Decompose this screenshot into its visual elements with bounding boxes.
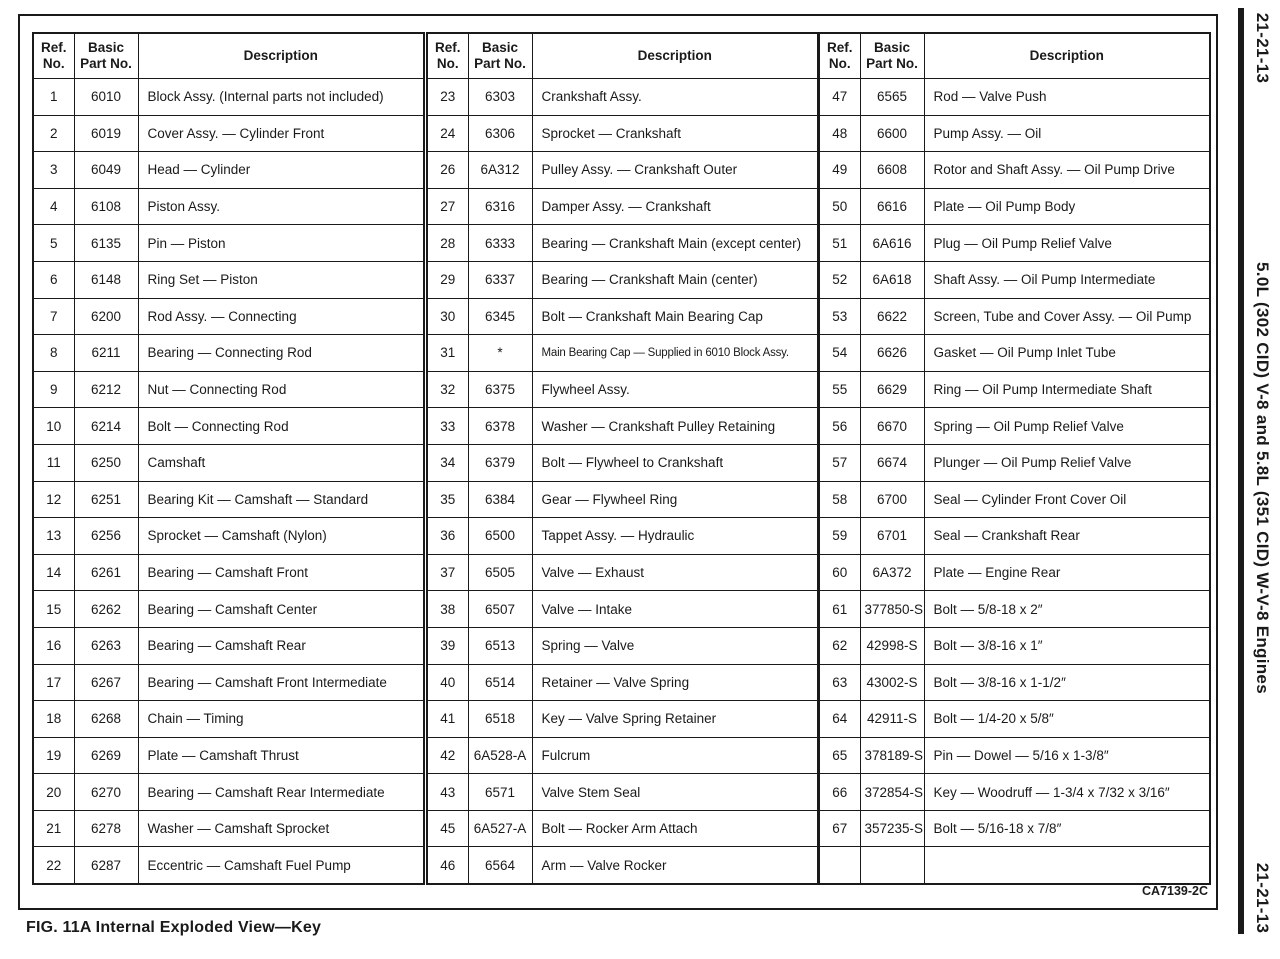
basic-part-number: 42998-S xyxy=(860,627,924,664)
page-number-top: 21-21-13 xyxy=(1253,12,1272,84)
table-row xyxy=(33,371,424,408)
ref-number xyxy=(819,847,860,884)
ref-number: 14 xyxy=(33,554,74,591)
ref-number: 4 xyxy=(33,188,74,225)
basic-part-number: 6211 xyxy=(74,335,138,372)
table-row xyxy=(427,737,818,774)
table-row xyxy=(427,591,818,628)
basic-part-number: 6A528-A xyxy=(468,737,532,774)
ref-number: 43 xyxy=(427,774,468,811)
table-row xyxy=(819,847,1210,884)
description: Flywheel Assy. xyxy=(532,371,818,408)
description: Plate — Oil Pump Body xyxy=(924,188,1210,225)
header-basic-part-no: Basic Part No. xyxy=(860,33,924,79)
ref-number: 1 xyxy=(33,79,74,116)
header-ref-no: Ref. No. xyxy=(819,33,860,79)
description: Spring — Oil Pump Relief Valve xyxy=(924,408,1210,445)
basic-part-number: 6626 xyxy=(860,335,924,372)
basic-part-number: 6379 xyxy=(468,444,532,481)
table-row xyxy=(819,152,1210,189)
header-basic-part-no: Basic Part No. xyxy=(468,33,532,79)
description: Bolt — 3/8-16 x 1-1/2″ xyxy=(924,664,1210,701)
description: Bearing — Connecting Rod xyxy=(138,335,424,372)
description: Valve — Exhaust xyxy=(532,554,818,591)
description: Gasket — Oil Pump Inlet Tube xyxy=(924,335,1210,372)
description: Bearing — Camshaft Rear xyxy=(138,627,424,664)
basic-part-number: 6263 xyxy=(74,627,138,664)
description: Plate — Engine Rear xyxy=(924,554,1210,591)
table-row xyxy=(33,188,424,225)
ref-number: 55 xyxy=(819,371,860,408)
basic-part-number: 6306 xyxy=(468,115,532,152)
ref-number: 40 xyxy=(427,664,468,701)
basic-part-number: 6108 xyxy=(74,188,138,225)
table-row xyxy=(33,737,424,774)
table-row xyxy=(33,591,424,628)
description: Bearing — Camshaft Front xyxy=(138,554,424,591)
table-row xyxy=(427,444,818,481)
figure-caption: FIG. 11A Internal Exploded View—Key xyxy=(26,919,322,936)
table-row xyxy=(427,408,818,445)
description: Tappet Assy. — Hydraulic xyxy=(532,518,818,555)
basic-part-number: 6303 xyxy=(468,79,532,116)
ref-number: 10 xyxy=(33,408,74,445)
basic-part-number: 6670 xyxy=(860,408,924,445)
ref-number: 66 xyxy=(819,774,860,811)
description: Bearing — Camshaft Rear Intermediate xyxy=(138,774,424,811)
description: Seal — Crankshaft Rear xyxy=(924,518,1210,555)
table-row xyxy=(427,188,818,225)
description: Bolt — 5/16-18 x 7/8″ xyxy=(924,810,1210,847)
ref-number: 59 xyxy=(819,518,860,555)
ref-number: 41 xyxy=(427,701,468,738)
ref-number: 36 xyxy=(427,518,468,555)
table-row xyxy=(819,810,1210,847)
description: Bolt — Flywheel to Crankshaft xyxy=(532,444,818,481)
description: Key — Valve Spring Retainer xyxy=(532,701,818,738)
ref-number: 38 xyxy=(427,591,468,628)
ref-number: 15 xyxy=(33,591,74,628)
ref-number: 30 xyxy=(427,298,468,335)
basic-part-number: 6267 xyxy=(74,664,138,701)
basic-part-number: 6256 xyxy=(74,518,138,555)
basic-part-number: 6019 xyxy=(74,115,138,152)
basic-part-number: 378189-S xyxy=(860,737,924,774)
ref-number: 8 xyxy=(33,335,74,372)
basic-part-number: 6268 xyxy=(74,701,138,738)
header-ref-no: Ref. No. xyxy=(427,33,468,79)
ref-number: 50 xyxy=(819,188,860,225)
ref-number: 32 xyxy=(427,371,468,408)
ref-number: 21 xyxy=(33,810,74,847)
description: Block Assy. (Internal parts not included) xyxy=(138,79,424,116)
basic-part-number: 6674 xyxy=(860,444,924,481)
ref-number: 29 xyxy=(427,261,468,298)
basic-part-number: 6345 xyxy=(468,298,532,335)
basic-part-number: 357235-S xyxy=(860,810,924,847)
parts-key-table-1 xyxy=(32,32,425,885)
description: Arm — Valve Rocker xyxy=(532,847,818,884)
description: Rod Assy. — Connecting xyxy=(138,298,424,335)
illustration-code: CA7139-2C xyxy=(1141,884,1208,898)
header-description: Description xyxy=(924,33,1210,79)
description: Seal — Cylinder Front Cover Oil xyxy=(924,481,1210,518)
page-number-bottom: 21-21-13 xyxy=(1253,862,1272,934)
description: Bolt — 3/8-16 x 1″ xyxy=(924,627,1210,664)
header-basic-part-no: Basic Part No. xyxy=(74,33,138,79)
basic-part-number: 6564 xyxy=(468,847,532,884)
basic-part-number: 372854-S xyxy=(860,774,924,811)
table-row xyxy=(427,627,818,664)
ref-number: 53 xyxy=(819,298,860,335)
table-row xyxy=(427,371,818,408)
description: Spring — Valve xyxy=(532,627,818,664)
table-row xyxy=(819,225,1210,262)
description: Bolt — Rocker Arm Attach xyxy=(532,810,818,847)
description: Bearing Kit — Camshaft — Standard xyxy=(138,481,424,518)
table-row xyxy=(33,847,424,884)
ref-number: 9 xyxy=(33,371,74,408)
description: Eccentric — Camshaft Fuel Pump xyxy=(138,847,424,884)
basic-part-number: 6622 xyxy=(860,298,924,335)
basic-part-number: 6507 xyxy=(468,591,532,628)
description: Washer — Crankshaft Pulley Retaining xyxy=(532,408,818,445)
header-description: Description xyxy=(138,33,424,79)
ref-number: 11 xyxy=(33,444,74,481)
description: Plate — Camshaft Thrust xyxy=(138,737,424,774)
description: Key — Woodruff — 1-3/4 x 7/32 x 3/16″ xyxy=(924,774,1210,811)
ref-number: 42 xyxy=(427,737,468,774)
table-row xyxy=(819,774,1210,811)
ref-number: 28 xyxy=(427,225,468,262)
ref-number: 2 xyxy=(33,115,74,152)
description: Valve — Intake xyxy=(532,591,818,628)
table-row xyxy=(427,79,818,116)
basic-part-number: 6287 xyxy=(74,847,138,884)
description: Gear — Flywheel Ring xyxy=(532,481,818,518)
table-row xyxy=(33,152,424,189)
basic-part-number: 6600 xyxy=(860,115,924,152)
header-ref-no: Ref. No. xyxy=(33,33,74,79)
ref-number: 23 xyxy=(427,79,468,116)
description: Washer — Camshaft Sprocket xyxy=(138,810,424,847)
description: Nut — Connecting Rod xyxy=(138,371,424,408)
ref-number: 64 xyxy=(819,701,860,738)
ref-number: 37 xyxy=(427,554,468,591)
ref-number: 5 xyxy=(33,225,74,262)
ref-number: 52 xyxy=(819,261,860,298)
ref-number: 24 xyxy=(427,115,468,152)
basic-part-number: 6269 xyxy=(74,737,138,774)
table-row xyxy=(427,261,818,298)
basic-part-number: 6316 xyxy=(468,188,532,225)
description: Bearing — Camshaft Center xyxy=(138,591,424,628)
table-row xyxy=(819,444,1210,481)
basic-part-number: 6629 xyxy=(860,371,924,408)
table-row xyxy=(819,701,1210,738)
table-row xyxy=(33,518,424,555)
description: Damper Assy. — Crankshaft xyxy=(532,188,818,225)
description: Ring Set — Piston xyxy=(138,261,424,298)
ref-number: 18 xyxy=(33,701,74,738)
header-description: Description xyxy=(532,33,818,79)
table-row xyxy=(427,481,818,518)
basic-part-number: 6251 xyxy=(74,481,138,518)
description: Bearing — Crankshaft Main (except center) xyxy=(532,225,818,262)
ref-number: 47 xyxy=(819,79,860,116)
ref-number: 3 xyxy=(33,152,74,189)
ref-number: 65 xyxy=(819,737,860,774)
ref-number: 39 xyxy=(427,627,468,664)
basic-part-number: 6212 xyxy=(74,371,138,408)
basic-part-number: 6518 xyxy=(468,701,532,738)
basic-part-number: 6135 xyxy=(74,225,138,262)
table-row xyxy=(33,115,424,152)
description: Camshaft xyxy=(138,444,424,481)
ref-number: 33 xyxy=(427,408,468,445)
table-row xyxy=(819,371,1210,408)
basic-part-number: 6278 xyxy=(74,810,138,847)
table-row xyxy=(33,408,424,445)
ref-number: 12 xyxy=(33,481,74,518)
table-row xyxy=(819,481,1210,518)
description: Rotor and Shaft Assy. — Oil Pump Drive xyxy=(924,152,1210,189)
ref-number: 56 xyxy=(819,408,860,445)
basic-part-number: * xyxy=(468,335,532,372)
table-row xyxy=(33,298,424,335)
ref-number: 57 xyxy=(819,444,860,481)
ref-number: 16 xyxy=(33,627,74,664)
ref-number: 13 xyxy=(33,518,74,555)
ref-number: 63 xyxy=(819,664,860,701)
table-row xyxy=(819,408,1210,445)
description: Shaft Assy. — Oil Pump Intermediate xyxy=(924,261,1210,298)
table-row xyxy=(427,554,818,591)
ref-number: 17 xyxy=(33,664,74,701)
table-row xyxy=(33,335,424,372)
description: Valve Stem Seal xyxy=(532,774,818,811)
basic-part-number: 6375 xyxy=(468,371,532,408)
description: Sprocket — Crankshaft xyxy=(532,115,818,152)
basic-part-number: 6378 xyxy=(468,408,532,445)
description: Piston Assy. xyxy=(138,188,424,225)
description: Rod — Valve Push xyxy=(924,79,1210,116)
description: Fulcrum xyxy=(532,737,818,774)
ref-number: 7 xyxy=(33,298,74,335)
description: Main Bearing Cap — Supplied in 6010 Block Assy. xyxy=(532,335,818,372)
table-row xyxy=(33,664,424,701)
description: Plunger — Oil Pump Relief Valve xyxy=(924,444,1210,481)
basic-part-number: 6500 xyxy=(468,518,532,555)
ref-number: 22 xyxy=(33,847,74,884)
description xyxy=(924,847,1210,884)
page-edge-rule xyxy=(1238,8,1244,934)
basic-part-number: 43002-S xyxy=(860,664,924,701)
ref-number: 61 xyxy=(819,591,860,628)
basic-part-number: 6049 xyxy=(74,152,138,189)
description: Cover Assy. — Cylinder Front xyxy=(138,115,424,152)
basic-part-number: 6A618 xyxy=(860,261,924,298)
basic-part-number: 6A372 xyxy=(860,554,924,591)
basic-part-number: 6505 xyxy=(468,554,532,591)
basic-part-number: 6337 xyxy=(468,261,532,298)
table-row xyxy=(33,444,424,481)
table-row xyxy=(819,627,1210,664)
table-row xyxy=(427,518,818,555)
ref-number: 35 xyxy=(427,481,468,518)
basic-part-number: 6010 xyxy=(74,79,138,116)
table-row xyxy=(819,188,1210,225)
basic-part-number: 6148 xyxy=(74,261,138,298)
ref-number: 60 xyxy=(819,554,860,591)
ref-number: 19 xyxy=(33,737,74,774)
table-row xyxy=(819,261,1210,298)
ref-number: 27 xyxy=(427,188,468,225)
basic-part-number: 6616 xyxy=(860,188,924,225)
table-row xyxy=(819,518,1210,555)
basic-part-number: 6513 xyxy=(468,627,532,664)
description: Bolt — Crankshaft Main Bearing Cap xyxy=(532,298,818,335)
basic-part-number xyxy=(860,847,924,884)
basic-part-number: 6571 xyxy=(468,774,532,811)
basic-part-number: 6200 xyxy=(74,298,138,335)
basic-part-number: 6565 xyxy=(860,79,924,116)
ref-number: 6 xyxy=(33,261,74,298)
basic-part-number: 6214 xyxy=(74,408,138,445)
table-row xyxy=(427,810,818,847)
description: Crankshaft Assy. xyxy=(532,79,818,116)
table-row xyxy=(33,774,424,811)
table-row xyxy=(819,115,1210,152)
ref-number: 67 xyxy=(819,810,860,847)
basic-part-number: 6262 xyxy=(74,591,138,628)
description: Bolt — 1/4-20 x 5/8″ xyxy=(924,701,1210,738)
basic-part-number: 42911-S xyxy=(860,701,924,738)
basic-part-number: 6A312 xyxy=(468,152,532,189)
section-title: 5.0L (302 CID) V-8 and 5.8L (351 CID) W-V-8 Engines xyxy=(1253,262,1272,694)
description: Head — Cylinder xyxy=(138,152,424,189)
basic-part-number: 377850-S xyxy=(860,591,924,628)
ref-number: 58 xyxy=(819,481,860,518)
table-row xyxy=(427,701,818,738)
table-row xyxy=(427,225,818,262)
table-row xyxy=(427,298,818,335)
basic-part-number: 6261 xyxy=(74,554,138,591)
table-row xyxy=(819,79,1210,116)
table-row xyxy=(819,298,1210,335)
ref-number: 51 xyxy=(819,225,860,262)
table-row xyxy=(33,79,424,116)
table-row xyxy=(33,810,424,847)
basic-part-number: 6A527-A xyxy=(468,810,532,847)
description: Plug — Oil Pump Relief Valve xyxy=(924,225,1210,262)
ref-number: 26 xyxy=(427,152,468,189)
ref-number: 34 xyxy=(427,444,468,481)
basic-part-number: 6A616 xyxy=(860,225,924,262)
table-row xyxy=(819,335,1210,372)
basic-part-number: 6384 xyxy=(468,481,532,518)
figure-frame xyxy=(18,14,1218,910)
description: Pin — Dowel — 5/16 x 1-3/8″ xyxy=(924,737,1210,774)
basic-part-number: 6333 xyxy=(468,225,532,262)
description: Screen, Tube and Cover Assy. — Oil Pump xyxy=(924,298,1210,335)
ref-number: 46 xyxy=(427,847,468,884)
description: Bearing — Camshaft Front Intermediate xyxy=(138,664,424,701)
ref-number: 31 xyxy=(427,335,468,372)
basic-part-number: 6701 xyxy=(860,518,924,555)
parts-key-table-2 xyxy=(426,32,819,885)
parts-key-table-3 xyxy=(818,32,1211,885)
table-row xyxy=(33,225,424,262)
ref-number: 48 xyxy=(819,115,860,152)
description: Pulley Assy. — Crankshaft Outer xyxy=(532,152,818,189)
ref-number: 45 xyxy=(427,810,468,847)
ref-number: 62 xyxy=(819,627,860,664)
table-row xyxy=(819,591,1210,628)
description: Bolt — 5/8-18 x 2″ xyxy=(924,591,1210,628)
basic-part-number: 6250 xyxy=(74,444,138,481)
ref-number: 54 xyxy=(819,335,860,372)
basic-part-number: 6608 xyxy=(860,152,924,189)
table-row xyxy=(427,664,818,701)
basic-part-number: 6270 xyxy=(74,774,138,811)
table-row xyxy=(819,554,1210,591)
table-row xyxy=(33,701,424,738)
description: Pin — Piston xyxy=(138,225,424,262)
description: Ring — Oil Pump Intermediate Shaft xyxy=(924,371,1210,408)
table-row xyxy=(33,554,424,591)
ref-number: 20 xyxy=(33,774,74,811)
table-row xyxy=(819,664,1210,701)
description: Sprocket — Camshaft (Nylon) xyxy=(138,518,424,555)
table-row xyxy=(33,627,424,664)
table-row xyxy=(427,152,818,189)
description: Bearing — Crankshaft Main (center) xyxy=(532,261,818,298)
table-row xyxy=(427,335,818,372)
description: Pump Assy. — Oil xyxy=(924,115,1210,152)
table-row xyxy=(819,737,1210,774)
table-row xyxy=(427,115,818,152)
description: Chain — Timing xyxy=(138,701,424,738)
table-row xyxy=(427,847,818,884)
description: Bolt — Connecting Rod xyxy=(138,408,424,445)
basic-part-number: 6700 xyxy=(860,481,924,518)
table-row xyxy=(33,481,424,518)
basic-part-number: 6514 xyxy=(468,664,532,701)
table-row xyxy=(427,774,818,811)
table-row xyxy=(33,261,424,298)
ref-number: 49 xyxy=(819,152,860,189)
description: Retainer — Valve Spring xyxy=(532,664,818,701)
